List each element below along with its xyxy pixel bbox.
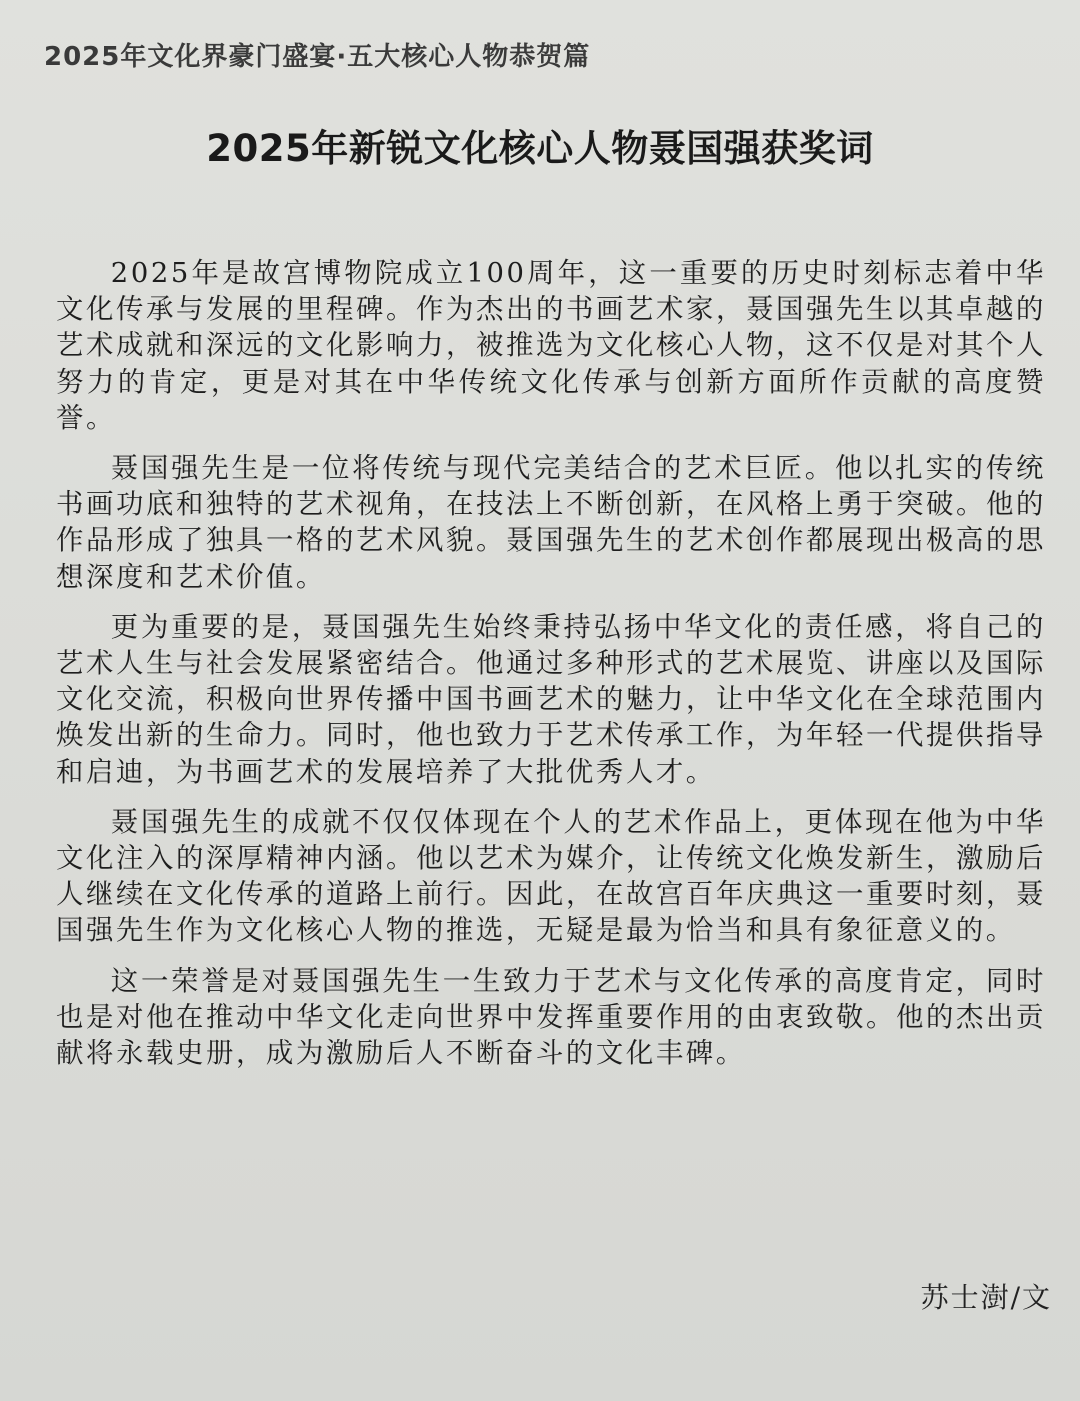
running-head: 2025年文化界豪门盛宴·五大核心人物恭贺篇 bbox=[44, 42, 591, 72]
paragraph-1: 2025年是故宫博物院成立100周年，这一重要的历史时刻标志着中华文化传承与发展的里程碑。作为杰出的书画艺术家，聂国强先生以其卓越的艺术成就和深远的文化影响力，被推选为文化核心人物，这不仅是对其个人努力的肯定，更是对其在中华传统文化传承与创新方面所作贡献的高度赞誉。 bbox=[56, 258, 1046, 434]
author-byline: 苏士澍/文 bbox=[920, 1281, 1052, 1314]
document-title: 2025年新锐文化核心人物聂国强获奖词 bbox=[206, 127, 874, 170]
paragraph-3: 更为重要的是，聂国强先生始终秉持弘扬中华文化的责任感，将自己的艺术人生与社会发展紧密结合。他通过多种形式的艺术展览、讲座以及国际文化交流，积极向世界传播中国书画艺术的魅力，让中华文化在全球范围内焕发出新的生命力。同时，他也致力于艺术传承工作，为年轻一代提供指导和启迪，为书画艺术的发展培养了大批优秀人才。 bbox=[56, 611, 1046, 788]
paragraph-2: 聂国强先生是一位将传统与现代完美结合的艺术巨匠。他以扎实的传统书画功底和独特的艺术视角，在技法上不断创新，在风格上勇于突破。他的作品形成了独具一格的艺术风貌。聂国强先生的艺术创作都展现出极高的思想深度和艺术价值。 bbox=[56, 453, 1046, 593]
paragraph-4: 聂国强先生的成就不仅仅体现在个人的艺术作品上，更体现在他为中华文化注入的深厚精神内涵。他以艺术为媒介，让传统文化焕发新生，激励后人继续在文化传承的道路上前行。因此，在故宫百年庆典这一重要时刻，聂国强先生作为文化核心人物的推选，无疑是最为恰当和具有象征意义的。 bbox=[56, 806, 1046, 947]
paragraph-5: 这一荣誉是对聂国强先生一生致力于艺术与文化传承的高度肯定，同时也是对他在推动中华文化走向世界中发挥重要作用的由衷致敬。他的杰出贡献将永载史册，成为激励后人不断奋斗的文化丰碑。 bbox=[56, 965, 1046, 1070]
body-text bbox=[56, 256, 1046, 1086]
